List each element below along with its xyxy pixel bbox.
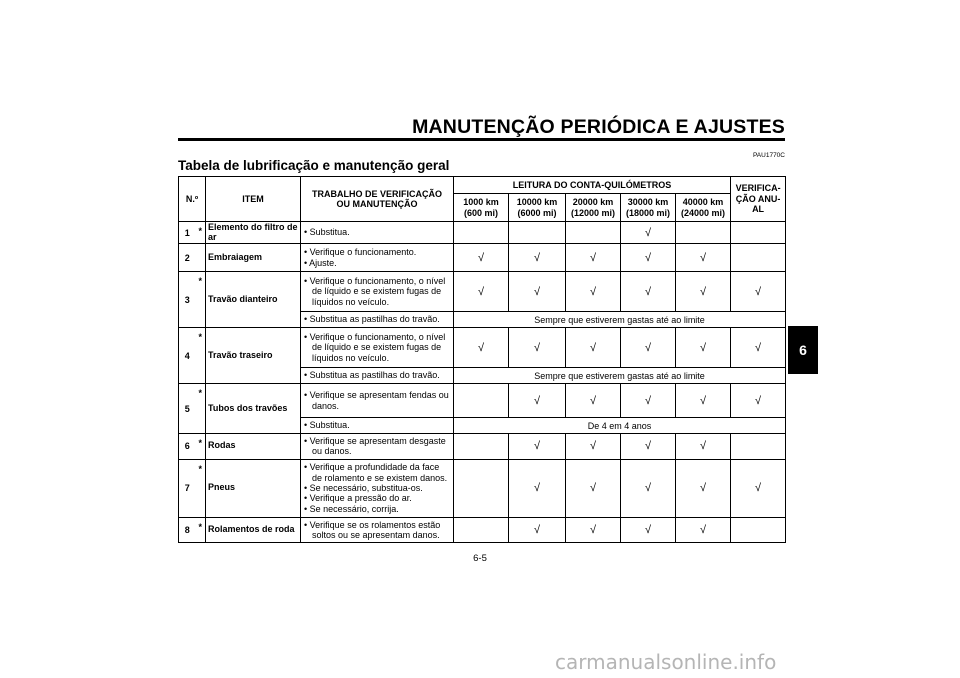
check-cell: √: [731, 272, 786, 312]
row-work: [301, 272, 454, 312]
check-cell: √: [454, 328, 509, 368]
work-line: • Verifique o funcionamento.: [304, 247, 417, 258]
row-number: 4: [179, 328, 196, 384]
row-number: 6: [179, 434, 196, 460]
page-number: 6-5: [473, 553, 487, 564]
work-line: • Verifique se os rolamentos estão soltos ou se apresentam danos.: [304, 519, 441, 541]
check-cell: [454, 459, 509, 517]
row-work: [301, 384, 454, 418]
row-work: [301, 328, 454, 368]
check-cell: √: [676, 459, 731, 517]
work-line: • Substitua.: [304, 420, 350, 431]
row-number: 3: [179, 272, 196, 328]
check-cell: √: [676, 272, 731, 312]
interval-mi: (24000 mi): [681, 207, 726, 218]
row-asterisk: *: [196, 328, 206, 384]
check-cell: √: [566, 244, 621, 272]
header-odometer: LEITURA DO CONTA-QUILÓMETROS: [454, 177, 731, 194]
row-asterisk: *: [196, 517, 206, 543]
work-line: • Substitua as pastilhas do travão.: [304, 370, 440, 381]
check-cell: [566, 222, 621, 244]
row-item: Rolamentos de roda: [206, 517, 301, 543]
row-work: [301, 434, 454, 460]
interval-mi: (6000 mi): [517, 207, 557, 218]
work-line: • Se necessário, substitua-os.: [304, 483, 423, 494]
row-item: Travão dianteiro: [206, 272, 301, 328]
interval-mi: (18000 mi): [626, 207, 671, 218]
check-cell: [731, 517, 786, 543]
table-header: [179, 177, 786, 222]
header-num: N.º: [179, 177, 206, 222]
check-cell: √: [509, 517, 566, 543]
check-cell: √: [566, 517, 621, 543]
header-interval: [509, 194, 566, 222]
check-cell: √: [621, 517, 676, 543]
check-cell: √: [621, 459, 676, 517]
interval-km: 20000 km: [572, 197, 614, 208]
row-item: Rodas: [206, 434, 301, 460]
row-work: [301, 222, 454, 244]
row-asterisk: *: [196, 384, 206, 434]
header-interval: [676, 194, 731, 222]
row-item: Travão traseiro: [206, 328, 301, 384]
row-asterisk: *: [196, 459, 206, 517]
header-interval: [454, 194, 509, 222]
row-item: Pneus: [206, 459, 301, 517]
check-cell: [731, 244, 786, 272]
page-title: MANUTENÇÃO PERIÓDICA E AJUSTES: [412, 116, 785, 138]
row-asterisk: *: [196, 434, 206, 460]
row-sub-note: Sempre que estiverem gastas até ao limite: [454, 312, 786, 328]
check-cell: √: [566, 384, 621, 418]
check-cell: [731, 222, 786, 244]
work-line: • Se necessário, corrija.: [304, 503, 399, 514]
row-sub-note: Sempre que estiverem gastas até ao limite: [454, 368, 786, 384]
row-sub-note: De 4 em 4 anos: [454, 418, 786, 434]
check-cell: √: [621, 328, 676, 368]
check-cell: √: [731, 328, 786, 368]
table-row: [179, 328, 786, 368]
chapter-tab: 6: [788, 326, 818, 374]
check-cell: √: [731, 459, 786, 517]
row-sub-work: [301, 312, 454, 328]
check-cell: √: [509, 384, 566, 418]
table-body: [179, 222, 786, 543]
interval-km: 10000 km: [516, 197, 558, 208]
check-cell: √: [676, 244, 731, 272]
interval-mi: (600 mi): [464, 207, 499, 218]
check-cell: √: [621, 244, 676, 272]
check-cell: √: [566, 459, 621, 517]
work-line: • Verifique o funcionamento, o nível de líquido e se existem fugas de líquidos no veículo.: [304, 275, 446, 307]
table-row: [179, 517, 786, 543]
check-cell: [454, 384, 509, 418]
check-cell: [676, 222, 731, 244]
check-cell: [509, 222, 566, 244]
check-cell: √: [676, 328, 731, 368]
watermark: carmanualsonline.info: [555, 650, 777, 674]
work-line: • Verifique o funcionamento, o nível de líquido e se existem fugas de líquidos no veículo.: [304, 331, 446, 363]
header-item: ITEM: [206, 177, 301, 222]
maintenance-table: [178, 176, 786, 543]
work-line: • Verifique se apresentam desgaste ou danos.: [304, 436, 446, 457]
table-row: [179, 244, 786, 272]
work-line: • Substitua.: [304, 227, 350, 238]
check-cell: √: [509, 434, 566, 460]
interval-km: 40000 km: [682, 197, 724, 208]
work-line: • Verifique se apresentam fendas ou danos.: [304, 390, 449, 411]
check-cell: √: [454, 272, 509, 312]
title-rule: [178, 138, 785, 141]
section-title: Tabela de lubrificação e manutenção geral: [178, 158, 450, 173]
header-interval: [621, 194, 676, 222]
row-asterisk: [196, 244, 206, 272]
row-work: [301, 517, 454, 543]
check-cell: [454, 222, 509, 244]
check-cell: [454, 517, 509, 543]
header-interval: [566, 194, 621, 222]
check-cell: √: [509, 244, 566, 272]
check-cell: √: [566, 272, 621, 312]
check-cell: √: [509, 328, 566, 368]
row-item: Tubos dos travões: [206, 384, 301, 434]
interval-mi: (12000 mi): [571, 207, 616, 218]
check-cell: √: [621, 272, 676, 312]
row-asterisk: *: [196, 222, 206, 244]
row-number: 8: [179, 517, 196, 543]
work-line: • Ajuste.: [304, 257, 337, 268]
row-number: 5: [179, 384, 196, 434]
check-cell: √: [566, 328, 621, 368]
table-row: [179, 272, 786, 312]
row-asterisk: *: [196, 272, 206, 328]
row-sub-work: [301, 368, 454, 384]
header-annual: VERIFICA-ÇÃO ANU-AL: [731, 177, 786, 222]
row-number: 1: [179, 222, 196, 244]
check-cell: √: [676, 434, 731, 460]
table-row: [179, 434, 786, 460]
table-row: [179, 384, 786, 418]
header-work: TRABALHO DE VERIFICAÇÃO OU MANUTENÇÃO: [301, 177, 454, 222]
check-cell: √: [676, 517, 731, 543]
row-item: Elemento do filtro de ar: [206, 222, 301, 244]
row-number: 2: [179, 244, 196, 272]
check-cell: √: [731, 384, 786, 418]
row-number: 7: [179, 459, 196, 517]
work-line: • Verifique a profundidade da face de rolamento e se existem danos.: [304, 462, 448, 483]
check-cell: √: [676, 384, 731, 418]
interval-km: 30000 km: [627, 197, 669, 208]
check-cell: √: [566, 434, 621, 460]
check-cell: √: [509, 459, 566, 517]
reference-code: PAU1770C: [752, 152, 785, 159]
check-cell: √: [621, 222, 676, 244]
check-cell: √: [621, 434, 676, 460]
work-line: • Substitua as pastilhas do travão.: [304, 314, 440, 325]
row-item: Embraiagem: [206, 244, 301, 272]
check-cell: √: [454, 244, 509, 272]
table-row: [179, 459, 786, 517]
check-cell: √: [621, 384, 676, 418]
check-cell: [454, 434, 509, 460]
work-line: • Verifique a pressão do ar.: [304, 493, 412, 504]
interval-km: 1000 km: [463, 197, 499, 208]
row-work: [301, 244, 454, 272]
row-sub-work: [301, 418, 454, 434]
check-cell: √: [509, 272, 566, 312]
check-cell: [731, 434, 786, 460]
table-row: [179, 222, 786, 244]
row-work: [301, 459, 454, 517]
